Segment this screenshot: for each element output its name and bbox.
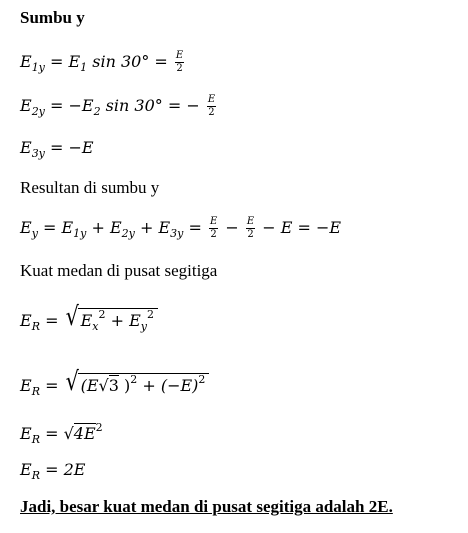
- eq4-term2: + E: [91, 218, 122, 237]
- eq2-lhs-sub: 2y: [31, 105, 45, 118]
- eq1-frac-num: E: [175, 50, 184, 61]
- eq5-a: E: [80, 311, 93, 330]
- eq4-frac2-den: 2: [247, 229, 254, 240]
- eq4-fraction-1: [209, 216, 218, 241]
- eq6-sup1: 2: [130, 373, 138, 386]
- eq4-tail: − E = −E: [262, 218, 342, 237]
- eq6-close: ): [123, 376, 131, 395]
- eq5-radicand: [78, 308, 158, 333]
- eq2-mid-sub: 2: [93, 105, 101, 118]
- eq1-mid: = E: [50, 52, 81, 71]
- eq3-lhs-sub: 3y: [31, 147, 45, 160]
- eq5-sqrt: [64, 302, 158, 333]
- eq1-lhs-sub: 1y: [31, 61, 45, 74]
- equation-ey: [20, 216, 341, 241]
- equation-er-final: [20, 460, 86, 482]
- field-label: Kuat medan di pusat segitiga: [20, 261, 218, 280]
- eq5-b-sup: 2: [146, 308, 154, 321]
- eq1-frac-den: 2: [176, 63, 183, 74]
- eq5-b-sub: y: [140, 320, 147, 333]
- resultant-label: Resultan di sumbu y: [20, 178, 160, 197]
- eq7-equals: =: [45, 424, 59, 443]
- equation-er-4e2: [20, 421, 103, 446]
- eq2-frac-num: E: [207, 94, 216, 105]
- equation-e3y: [20, 138, 94, 160]
- eq5-a-sup: 2: [98, 308, 106, 321]
- eq2-func: sin 30° = −: [100, 96, 200, 115]
- eq4-frac2-num: E: [246, 216, 255, 227]
- eq7-radical-icon: √: [63, 424, 74, 443]
- eq5-a-sub: x: [92, 320, 99, 333]
- eq8-rhs: = 2E: [45, 460, 86, 479]
- eq4-term1-sub: 1y: [73, 227, 87, 240]
- eq8-lhs-sub: R: [31, 469, 40, 482]
- eq4-minus: −: [225, 218, 239, 237]
- eq4-term1: = E: [43, 218, 74, 237]
- eq4-term3: + E: [139, 218, 171, 237]
- eq7-inner: 4E: [73, 424, 96, 443]
- eq1-mid-sub: 1: [80, 61, 88, 74]
- eq6-open: (E: [80, 376, 99, 395]
- eq4-term2-sub: 2y: [121, 227, 135, 240]
- eq4-term3-sub: 3y: [170, 227, 184, 240]
- eq6-equals: =: [45, 376, 59, 395]
- eq6-radical-icon: √: [65, 367, 79, 397]
- eq4-frac1-num: E: [209, 216, 218, 227]
- eq1-func: sin 30° =: [87, 52, 168, 71]
- eq7-sup: 2: [95, 421, 103, 434]
- eq8-lhs: E: [20, 460, 32, 479]
- eq1-fraction: [175, 50, 184, 75]
- eq1-lhs: E: [20, 52, 32, 71]
- eq5-radical-icon: √: [65, 302, 79, 332]
- eq3-lhs: E: [20, 138, 32, 157]
- eq4-lhs: E: [20, 218, 32, 237]
- equation-e1y: [20, 50, 186, 75]
- eq5-plus: + E: [110, 311, 141, 330]
- eq7-lhs: E: [20, 424, 32, 443]
- eq6-lhs: E: [20, 376, 32, 395]
- eq6-sqrt: [64, 367, 210, 397]
- eq2-fraction: [207, 94, 216, 119]
- eq6-lhs-sub: R: [31, 385, 40, 398]
- eq4-frac1-den: 2: [210, 229, 217, 240]
- conclusion-text: Jadi, besar kuat medan di pusat segitiga adalah 2E.: [20, 497, 393, 516]
- eq2-lhs: E: [20, 96, 32, 115]
- eq7-lhs-sub: R: [31, 433, 40, 446]
- equation-er-expanded: [20, 367, 209, 398]
- eq5-equals: =: [45, 311, 59, 330]
- eq6-rest: + (−E): [142, 376, 199, 395]
- heading-sumbu-y: Sumbu y: [20, 8, 85, 27]
- eq6-sup2: 2: [198, 373, 206, 386]
- eq6-radicand: (E√3 )$^2 + (-E)^2$: [78, 373, 210, 395]
- equation-e2y: [20, 94, 218, 119]
- eq4-fraction-2: [246, 216, 255, 241]
- eq5-lhs: E: [20, 311, 32, 330]
- equation-er-sqrt: [20, 302, 158, 333]
- eq6-root3: 3: [108, 376, 119, 395]
- eq5-lhs-sub: R: [31, 320, 40, 333]
- eq3-rhs: = −E: [50, 138, 94, 157]
- eq4-equals: =: [188, 218, 202, 237]
- eq2-frac-den: 2: [208, 107, 215, 118]
- eq4-lhs-sub: y: [31, 227, 38, 240]
- eq2-mid: = −E: [50, 96, 94, 115]
